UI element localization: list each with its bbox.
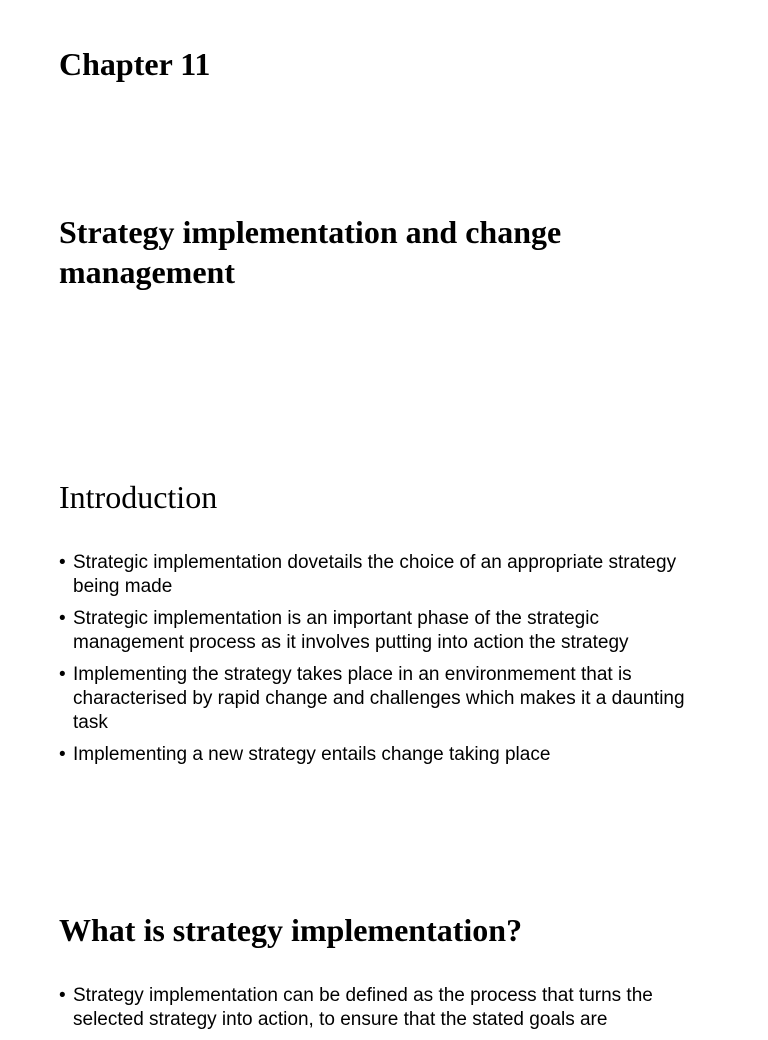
bullet-item bbox=[59, 743, 709, 767]
bullet-icon: • bbox=[59, 744, 66, 765]
introduction-bullet-list bbox=[59, 551, 709, 775]
bullet-item bbox=[59, 663, 709, 735]
bullet-item bbox=[59, 984, 719, 1032]
bullet-text: Implementing a new strategy entails change taking place bbox=[73, 744, 551, 765]
definition-bullet-list bbox=[59, 984, 719, 1040]
document-title: Strategy implementation and change management bbox=[59, 214, 562, 290]
chapter-title: Chapter 11 bbox=[59, 46, 211, 82]
bullet-item bbox=[59, 551, 709, 599]
bullet-text: Strategic implementation dovetails the choice of an appropriate strategy being made bbox=[73, 552, 677, 597]
bullet-icon: • bbox=[59, 552, 66, 573]
bullet-icon: • bbox=[59, 608, 66, 629]
bullet-icon: • bbox=[59, 664, 66, 685]
bullet-text: Strategic implementation is an important phase of the strategic management process as it involves putting into action the strategy bbox=[73, 608, 629, 653]
bullet-text: Strategy implementation can be defined as the process that turns the selected strategy into action, to ensure that the stated goals are bbox=[73, 985, 653, 1030]
bullet-item bbox=[59, 607, 709, 655]
section-heading-what-is-strategy-implementation: What is strategy implementation? bbox=[59, 912, 523, 948]
section-heading-introduction: Introduction bbox=[59, 479, 218, 515]
bullet-icon: • bbox=[59, 985, 66, 1006]
bullet-text: Implementing the strategy takes place in an environmement that is characterised by rapid change and challenges which makes it a daunting task bbox=[73, 664, 685, 733]
